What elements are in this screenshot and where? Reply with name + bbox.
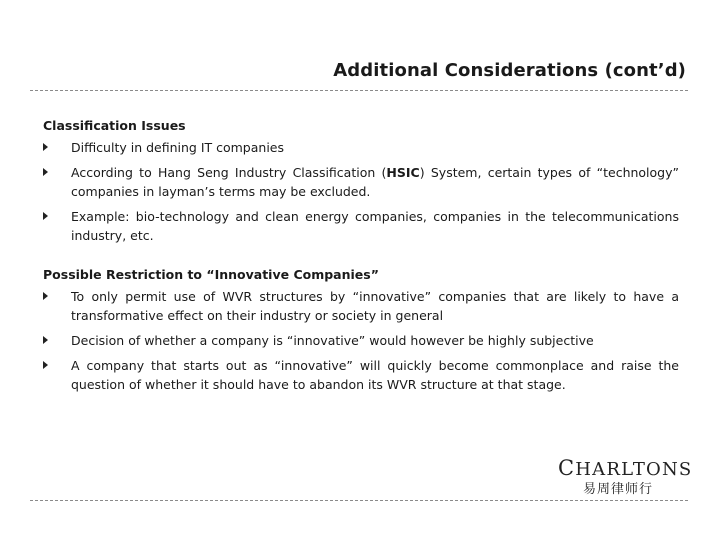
list-item-text: According to Hang Seng Industry Classification (HSIC) System, certain types of “technology” companies in layman’s terms may be excluded. [71, 165, 679, 199]
list-item-text: A company that starts out as “innovative” will quickly become commonplace and raise the question of whether it should have to abandon its WVR structure at that stage. [71, 358, 679, 392]
triangle-bullet-icon [43, 212, 48, 220]
list-item [43, 287, 679, 325]
bottom-divider [30, 500, 688, 501]
list-item [43, 207, 679, 245]
section-classification-issues [43, 116, 679, 245]
triangle-bullet-icon [43, 292, 48, 300]
list-item-text: To only permit use of WVR structures by “innovative” companies that are likely to have a transformative effect on their industry or society in general [71, 289, 679, 323]
list-item [43, 356, 679, 394]
triangle-bullet-icon [43, 336, 48, 344]
list-item-text: Difficulty in defining IT companies [71, 140, 285, 155]
section-heading: Classification Issues [43, 118, 186, 133]
page-title: Additional Considerations (cont’d) [333, 60, 686, 81]
slide-content [43, 116, 679, 400]
list-item [43, 138, 679, 157]
section-heading: Possible Restriction to “Innovative Companies” [43, 267, 379, 282]
list-item-text: Decision of whether a company is “innovative” would however be highly subjective [71, 333, 594, 348]
section-innovative-companies [43, 265, 679, 394]
logo-wordmark [558, 456, 693, 481]
logo-initial: C [558, 456, 576, 480]
list-item [43, 331, 679, 350]
bullet-list [43, 287, 679, 394]
bullet-list [43, 138, 679, 245]
hsic-abbreviation: HSIC [386, 165, 420, 180]
triangle-bullet-icon [43, 168, 48, 176]
list-item-text: Example: bio-technology and clean energy companies, companies in the telecommunications industry, etc. [71, 209, 679, 243]
logo-chinese-name: 易周律师行 [582, 482, 653, 497]
top-divider [30, 90, 688, 91]
logo-rest: HARLTONS [575, 459, 693, 480]
triangle-bullet-icon [43, 143, 48, 151]
list-item [43, 163, 679, 201]
charltons-logo [558, 456, 693, 499]
triangle-bullet-icon [43, 361, 48, 369]
